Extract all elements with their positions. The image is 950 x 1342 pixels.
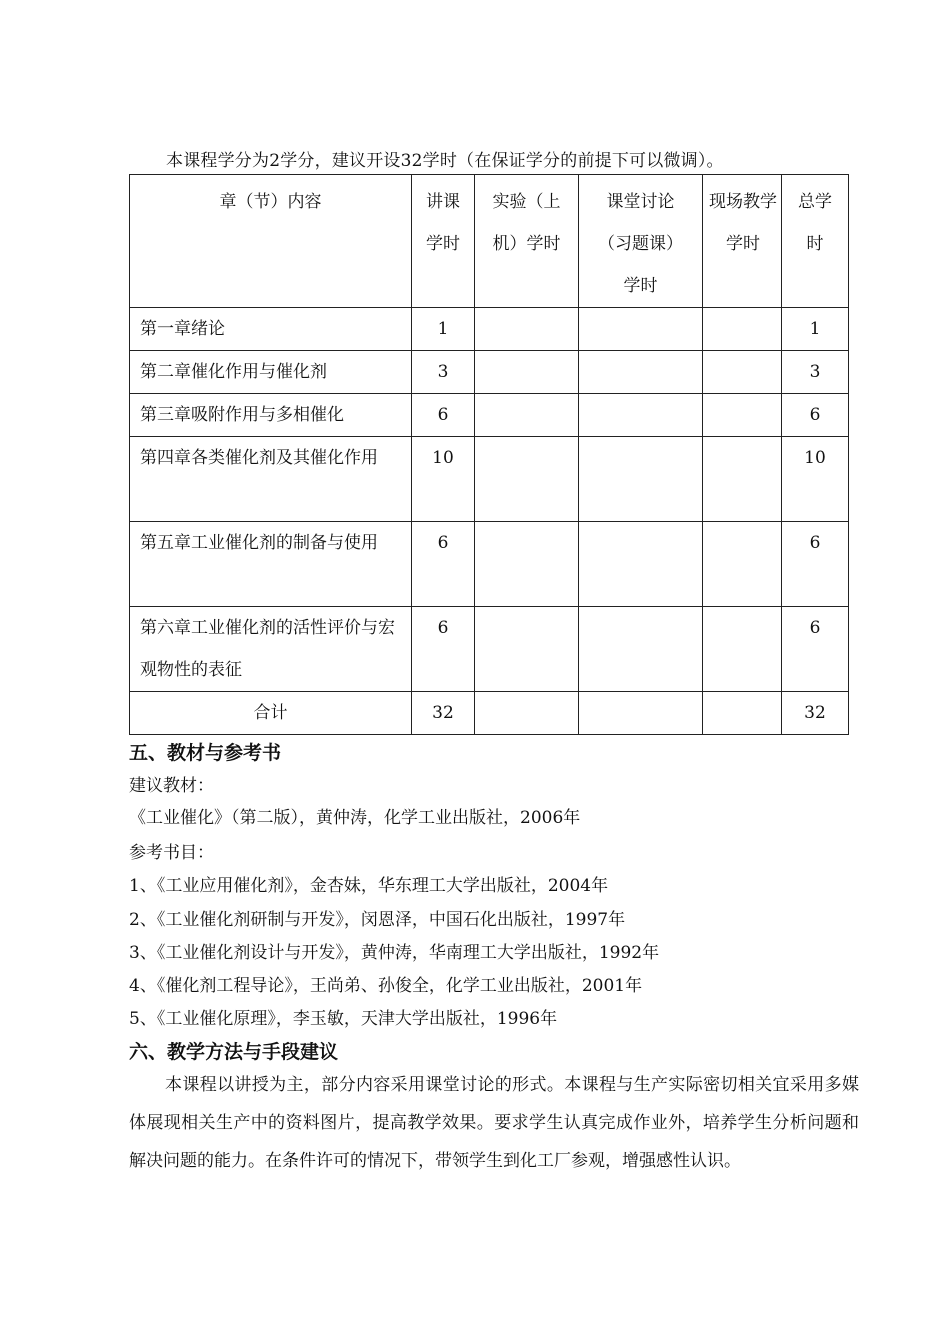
table-total-row (130, 692, 849, 735)
lab-hours (475, 394, 579, 437)
field-hours (703, 607, 782, 692)
chapter-name: 第一章绪论 (130, 308, 412, 351)
table-row (130, 351, 849, 394)
discussion-hours (579, 607, 703, 692)
table-row (130, 394, 849, 437)
chapter-name: 第六章工业催化剂的活性评价与宏观物性的表征 (130, 607, 412, 692)
header-chapter: 章（节）内容 (130, 175, 412, 308)
lecture-hours: 1 (412, 308, 475, 351)
section6-heading: 六、教学方法与手段建议 (129, 1041, 339, 1063)
total-hours: 10 (782, 437, 849, 522)
lab-hours (475, 308, 579, 351)
textbook-label: 建议教材： (129, 776, 214, 796)
total-hours: 6 (782, 394, 849, 437)
ref-item: 4、《催化剂工程导论》，王尚弟、孙俊全，化学工业出版社，2001年 (129, 976, 643, 996)
discussion-hours (579, 522, 703, 607)
lecture-hours: 6 (412, 394, 475, 437)
total-all-hours: 32 (782, 692, 849, 735)
chapter-name: 第五章工业催化剂的制备与使用 (130, 522, 412, 607)
lecture-hours: 6 (412, 607, 475, 692)
field-hours (703, 437, 782, 522)
textbook-item: 《工业催化》（第二版），黄仲涛，化学工业出版社，2006年 (129, 808, 581, 828)
table-row (130, 522, 849, 607)
header-lecture: 讲课学时 (412, 175, 475, 308)
chapter-name: 第二章催化作用与催化剂 (130, 351, 412, 394)
header-discussion: 课堂讨论（习题课）学时 (579, 175, 703, 308)
total-lab-hours (475, 692, 579, 735)
field-hours (703, 351, 782, 394)
ref-item: 1、《工业应用催化剂》，金杏妹，华东理工大学出版社，2004年 (129, 876, 609, 896)
total-hours: 1 (782, 308, 849, 351)
ref-item: 3、《工业催化剂设计与开发》，黄仲涛，华南理工大学出版社，1992年 (129, 943, 660, 963)
section6-paragraph (129, 1066, 859, 1180)
header-total: 总学时 (782, 175, 849, 308)
section6-text: 本课程以讲授为主，部分内容采用课堂讨论的形式。本课程与生产实际密切相关宜采用多媒体展现相关生产中的资料图片，提高教学效果。要求学生认真完成作业外，培养学生分析问题和解决问题的能力。在条件许可的情况下，带领学生到化工厂参观，增强感性认识。 (129, 1075, 859, 1171)
total-label: 合计 (130, 692, 412, 735)
lab-hours (475, 522, 579, 607)
lecture-hours: 3 (412, 351, 475, 394)
credit-intro: 本课程学分为2学分，建议开设32学时（在保证学分的前提下可以微调）。 (166, 151, 724, 171)
discussion-hours (579, 351, 703, 394)
total-field-hours (703, 692, 782, 735)
chapter-name: 第四章各类催化剂及其催化作用 (130, 437, 412, 522)
total-discussion-hours (579, 692, 703, 735)
lab-hours (475, 607, 579, 692)
chapter-name: 第三章吸附作用与多相催化 (130, 394, 412, 437)
hours-table (129, 174, 849, 735)
table-row (130, 437, 849, 522)
total-hours: 6 (782, 522, 849, 607)
total-lecture-hours: 32 (412, 692, 475, 735)
total-hours: 3 (782, 351, 849, 394)
ref-item: 2、《工业催化剂研制与开发》，闵恩泽，中国石化出版社，1997年 (129, 910, 626, 930)
table-row (130, 607, 849, 692)
total-hours: 6 (782, 607, 849, 692)
lecture-hours: 6 (412, 522, 475, 607)
lab-hours (475, 437, 579, 522)
header-field: 现场教学学时 (703, 175, 782, 308)
lecture-hours: 10 (412, 437, 475, 522)
ref-item: 5、《工业催化原理》，李玉敏，天津大学出版社，1996年 (129, 1009, 558, 1029)
table-row (130, 308, 849, 351)
field-hours (703, 394, 782, 437)
discussion-hours (579, 308, 703, 351)
discussion-hours (579, 437, 703, 522)
field-hours (703, 308, 782, 351)
lab-hours (475, 351, 579, 394)
discussion-hours (579, 394, 703, 437)
table-header-row (130, 175, 849, 308)
header-lab: 实验（上机）学时 (475, 175, 579, 308)
field-hours (703, 522, 782, 607)
refs-label: 参考书目： (129, 843, 214, 863)
section5-heading: 五、教材与参考书 (129, 742, 282, 764)
